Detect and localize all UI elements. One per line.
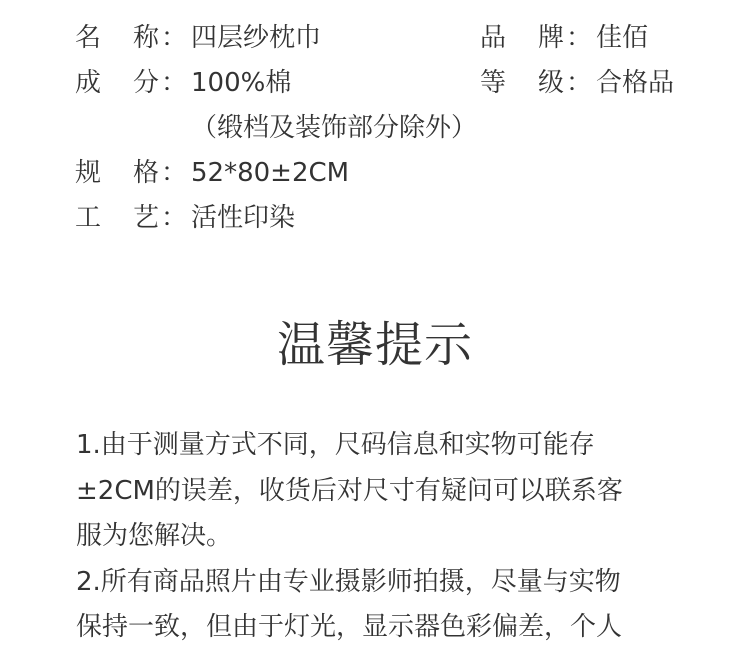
spec-row-1 bbox=[75, 16, 715, 60]
spec-process-label: 工 艺 ： bbox=[75, 203, 188, 233]
spec-brand bbox=[480, 16, 649, 60]
spec-brand-value: 佳佰 bbox=[596, 23, 649, 53]
notice-line: ±2CM的误差，收货后对尺寸有疑问可以联系客 bbox=[76, 475, 623, 506]
notice-title: 温馨提示 bbox=[276, 317, 473, 373]
spec-row-4 bbox=[75, 196, 715, 240]
spec-process bbox=[75, 196, 296, 240]
spec-composition-value: 100%棉 bbox=[191, 68, 292, 98]
spec-grade-value: 合格品 bbox=[596, 68, 675, 98]
notice-body bbox=[76, 423, 676, 651]
spec-name bbox=[75, 16, 322, 60]
spec-size bbox=[75, 151, 350, 195]
spec-grade-label: 等 级 ： bbox=[480, 68, 593, 98]
notice-line: 2.所有商品照片由专业摄影师拍摄，尽量与实物 bbox=[76, 566, 621, 597]
notice-line: 1.由于测量方式不同，尺码信息和实物可能存 bbox=[76, 430, 595, 460]
spec-composition-label: 成 分 ： bbox=[75, 68, 188, 98]
spec-name-label: 名 称 ： bbox=[75, 23, 188, 53]
spec-size-value: 52*80±2CM bbox=[191, 158, 350, 188]
notice-line: 保持一致，但由于灯光，显示器色彩偏差，个人 bbox=[76, 612, 623, 642]
spec-composition bbox=[75, 61, 292, 105]
spec-grade bbox=[480, 61, 675, 105]
spec-row-2 bbox=[75, 61, 715, 105]
spec-row-3 bbox=[75, 151, 715, 195]
spec-brand-label: 品 牌 ： bbox=[480, 23, 593, 53]
spec-name-value: 四层纱枕巾 bbox=[191, 23, 322, 53]
spec-process-value: 活性印染 bbox=[191, 203, 296, 233]
spec-size-label: 规 格 ： bbox=[75, 158, 188, 188]
notice-line: 服为您解决。 bbox=[76, 521, 233, 551]
spec-composition-note: （缎档及装饰部分除外） bbox=[191, 113, 478, 143]
